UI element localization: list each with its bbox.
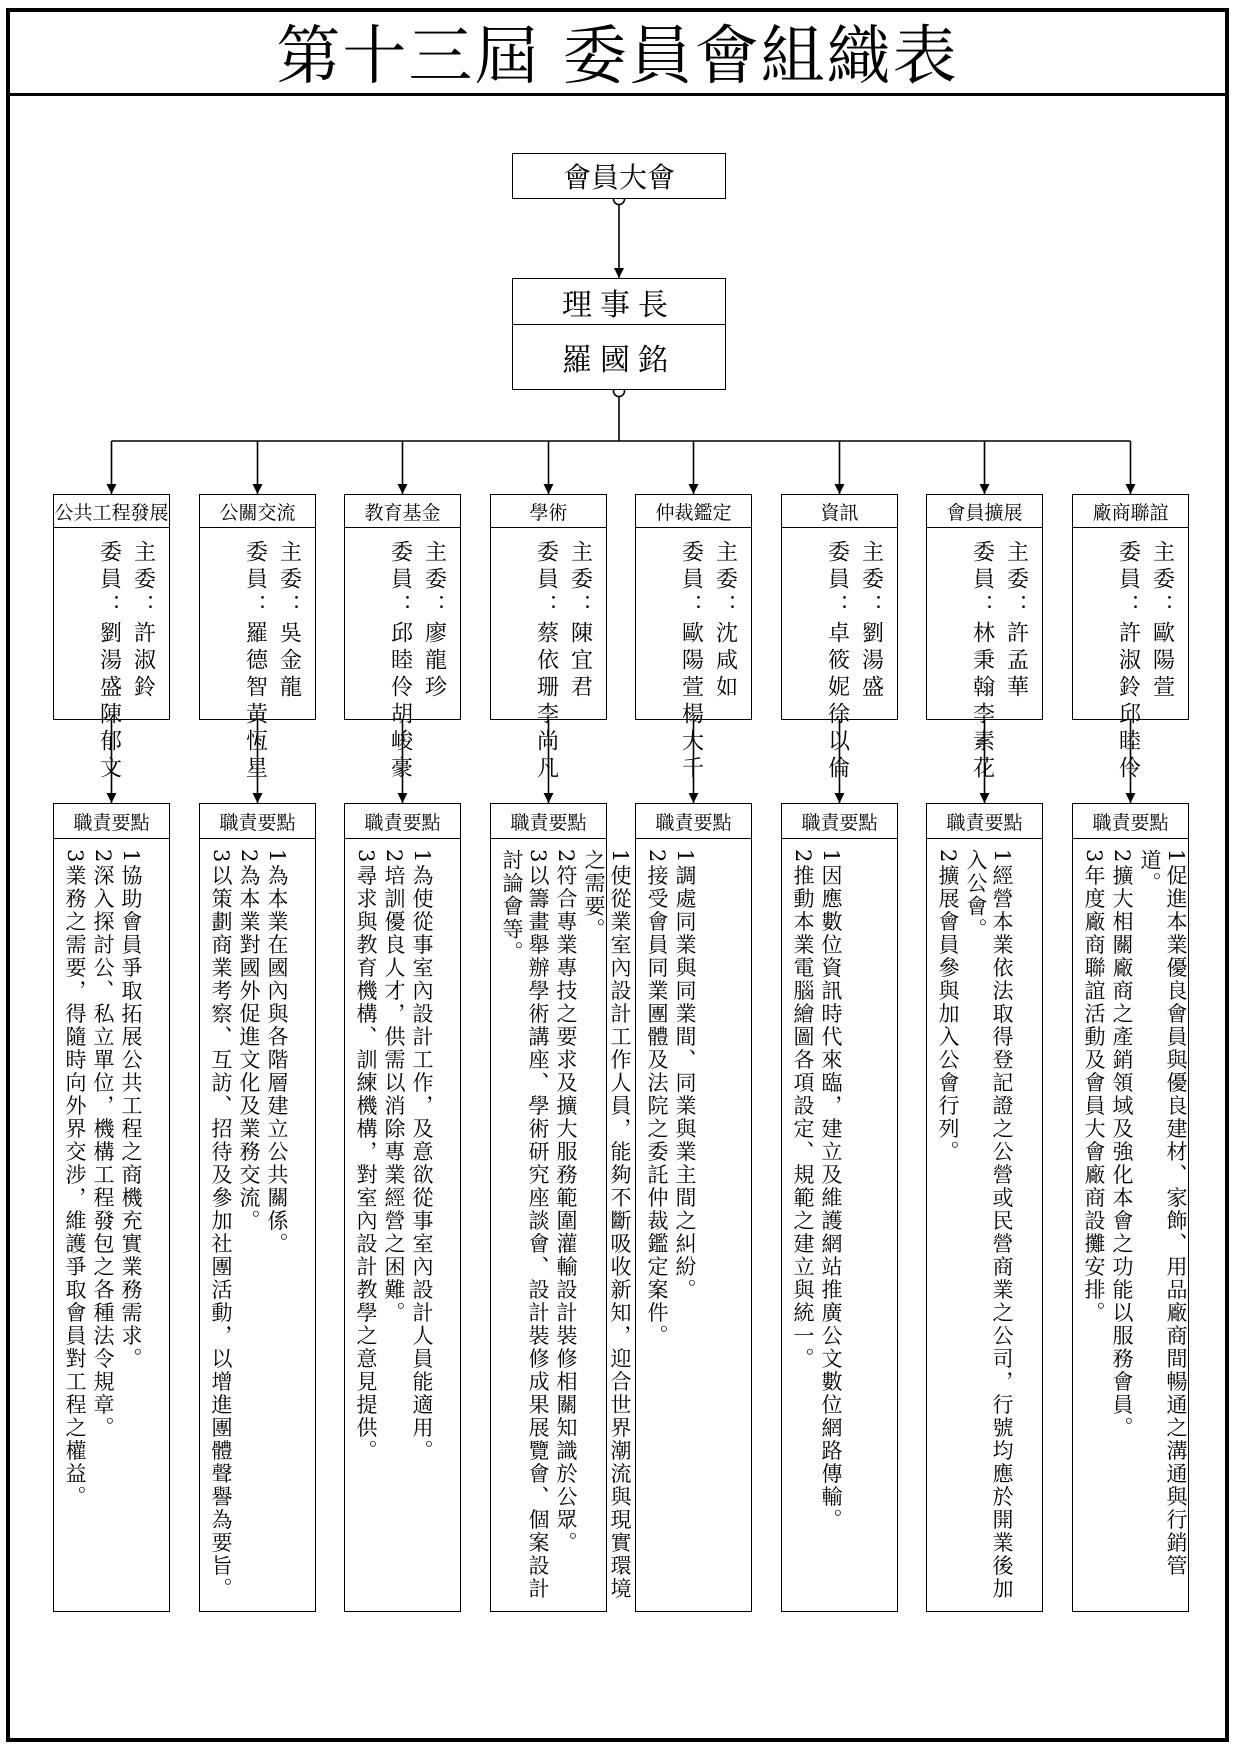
duty-header: 職責要點 [781, 803, 898, 839]
duty-header: 職責要點 [53, 803, 170, 839]
duty-item: 3業務之需要，得隨時向外界交涉，維護爭取會員對工程之權益。 [63, 849, 87, 1509]
committee-name: 公共工程發展 [53, 494, 170, 528]
committee-name: 會員擴展 [926, 494, 1043, 528]
branch-arrow [689, 484, 699, 494]
committee-member-label: 委員：許淑鈴邱睦伶 [1115, 540, 1141, 783]
branch-arrow [980, 484, 990, 494]
duty-item: 2接受會員同業團體及法院之委託仲裁鑑定案件。 [645, 849, 669, 1348]
committee-chair-label: 主委：廖龍珍 [421, 540, 447, 702]
branch-arrow [107, 484, 117, 494]
committee-member-label: 委員：林秉翰李素花 [969, 540, 995, 783]
committee-chair-label: 主委：歐陽萱 [1149, 540, 1175, 702]
committee-member-label: 委員：歐陽萱楊大千 [678, 540, 704, 783]
duty-box [926, 839, 1043, 1612]
members-to-duty-arrow [1126, 793, 1136, 803]
duty-item: 1促進本業優良會員與優良建材、家飾、用品廠商間暢通之溝通與行銷管道。 [1138, 849, 1188, 1578]
members-to-duty-arrow [398, 793, 408, 803]
duty-item: 3尋求與教育機構、訓練機構，對室內設計教學之意見提供。 [354, 849, 378, 1463]
committee-name: 學術 [490, 494, 607, 528]
duty-item: 1為使從事室內設計工作，及意欲從事室內設計人員能適用。 [410, 849, 434, 1463]
committee-members-box [635, 528, 752, 783]
members-to-duty-arrow [107, 793, 117, 803]
duty-item: 2符合專業專技之要求及擴大服務範圍灌輸設計裝修相關知識於公眾。 [554, 849, 578, 1555]
duty-header: 職責要點 [344, 803, 461, 839]
duty-box [53, 839, 170, 1612]
committee-members-box [490, 528, 607, 783]
duty-box [781, 839, 898, 1612]
duty-item: 1因應數位資訊時代來臨，建立及維護網站推廣公文數位網路傳輸。 [819, 849, 843, 1532]
committee-chair-label: 主委：劉湯盛 [858, 540, 884, 702]
duty-box [490, 839, 632, 1612]
duty-item: 3以籌畫舉辦學術講座、學術研究座談會、設計裝修成果展覽會、個案設計討論會等。 [500, 849, 550, 1601]
duty-item: 2推動本業電腦繪圖各項設定、規範之建立與統一。 [791, 849, 815, 1371]
duty-item: 1協助會員爭取拓展公共工程之商機充實業務需求。 [119, 849, 143, 1371]
committee-chair-label: 主委：陳宜君 [567, 540, 593, 702]
chairman-name: 羅國銘 [562, 343, 676, 378]
duty-box [635, 839, 752, 1612]
duty-header: 職責要點 [635, 803, 752, 839]
duty-item: 1使從業室內設計工作人員，能夠不斷吸收新知，迎合世界潮流與現實環境之需要。 [582, 849, 632, 1601]
duty-item: 2深入探討公、私立單位，機構工程發包之各種法令規章。 [91, 849, 115, 1440]
committee-member-label: 委員：卓筱妮徐以倫 [824, 540, 850, 783]
committee-members-box [781, 528, 898, 783]
committee-name: 廠商聯誼 [1072, 494, 1189, 528]
duty-box [1072, 839, 1189, 1612]
committee-name: 仲裁鑑定 [635, 494, 752, 528]
chairman-node [512, 278, 726, 390]
chairman-title: 理事長 [513, 279, 725, 325]
committee-members-box [199, 528, 316, 783]
page-title: 第十三屆 委員會組織表 [6, 8, 1229, 96]
committee-member-label: 委員：羅德智黃恆星 [242, 540, 268, 783]
members-to-duty-arrow [980, 793, 990, 803]
branch-arrow [253, 484, 263, 494]
assembly-to-chair-arrow [614, 268, 624, 278]
committee-member-label: 委員：劉湯盛陳郁文 [96, 540, 122, 783]
duty-text [206, 849, 290, 1603]
duty-item: 3年度廠商聯誼活動及會員大會廠商設攤安排。 [1082, 849, 1106, 1325]
committee-name: 公關交流 [199, 494, 316, 528]
committee-members-box [926, 528, 1043, 783]
duty-text [933, 849, 1015, 1603]
committee-chair-label: 主委：沈咸如 [712, 540, 738, 702]
committee-chair-label: 主委：吳金龍 [276, 540, 302, 702]
duty-item: 1為本業在國內與各階層建立公共關係。 [265, 849, 289, 1256]
duty-box [199, 839, 316, 1612]
committee-chair-label: 主委：許孟華 [1003, 540, 1029, 702]
committee-members-box [53, 528, 170, 783]
committee-members-box [344, 528, 461, 783]
duty-box [344, 839, 461, 1612]
duty-item: 1調處同業與同業間、同業與業主間之糾紛。 [673, 849, 697, 1302]
members-to-duty-arrow [689, 793, 699, 803]
duty-header: 職責要點 [1072, 803, 1189, 839]
committee-name: 教育基金 [344, 494, 461, 528]
committee-name: 資訊 [781, 494, 898, 528]
duty-item: 2擴大相關廠商之產銷領域及強化本會之功能以服務會員。 [1110, 849, 1134, 1440]
duty-text [60, 849, 144, 1603]
duty-item: 1經營本業依法取得登記證之公營或民營商業之公司，行號均應於開業後加入公會。 [964, 849, 1014, 1601]
members-to-duty-arrow [835, 793, 845, 803]
members-to-duty-arrow [253, 793, 263, 803]
duty-item: 3以策劃商業考察、互訪、招待及參加社團活動，以增進團體聲譽為要旨。 [209, 849, 233, 1601]
branch-arrow [835, 484, 845, 494]
duty-header: 職責要點 [490, 803, 607, 839]
committee-member-label: 委員：蔡依珊李尚凡 [533, 540, 559, 783]
duty-text [788, 849, 844, 1603]
members-to-duty-arrow [544, 793, 554, 803]
committee-chair-label: 主委：許淑鈴 [130, 540, 156, 702]
committee-members-box [1072, 528, 1189, 783]
duty-text [1079, 849, 1189, 1603]
duty-item: 2為本業對國外促進文化及業務交流。 [237, 849, 261, 1233]
duty-header: 職責要點 [926, 803, 1043, 839]
branch-arrow [398, 484, 408, 494]
duty-text [351, 849, 435, 1603]
duty-text [497, 849, 633, 1603]
branch-arrow [544, 484, 554, 494]
duty-text [642, 849, 698, 1603]
duty-item: 2擴展會員參與加入公會行列。 [936, 849, 960, 1164]
branch-arrow [1126, 484, 1136, 494]
duty-item: 2培訓優良人才，供需以消除專業經營之困難。 [382, 849, 406, 1325]
general-assembly-node: 會員大會 [512, 153, 726, 199]
committee-member-label: 委員：邱睦伶胡峻豪 [387, 540, 413, 783]
duty-header: 職責要點 [199, 803, 316, 839]
